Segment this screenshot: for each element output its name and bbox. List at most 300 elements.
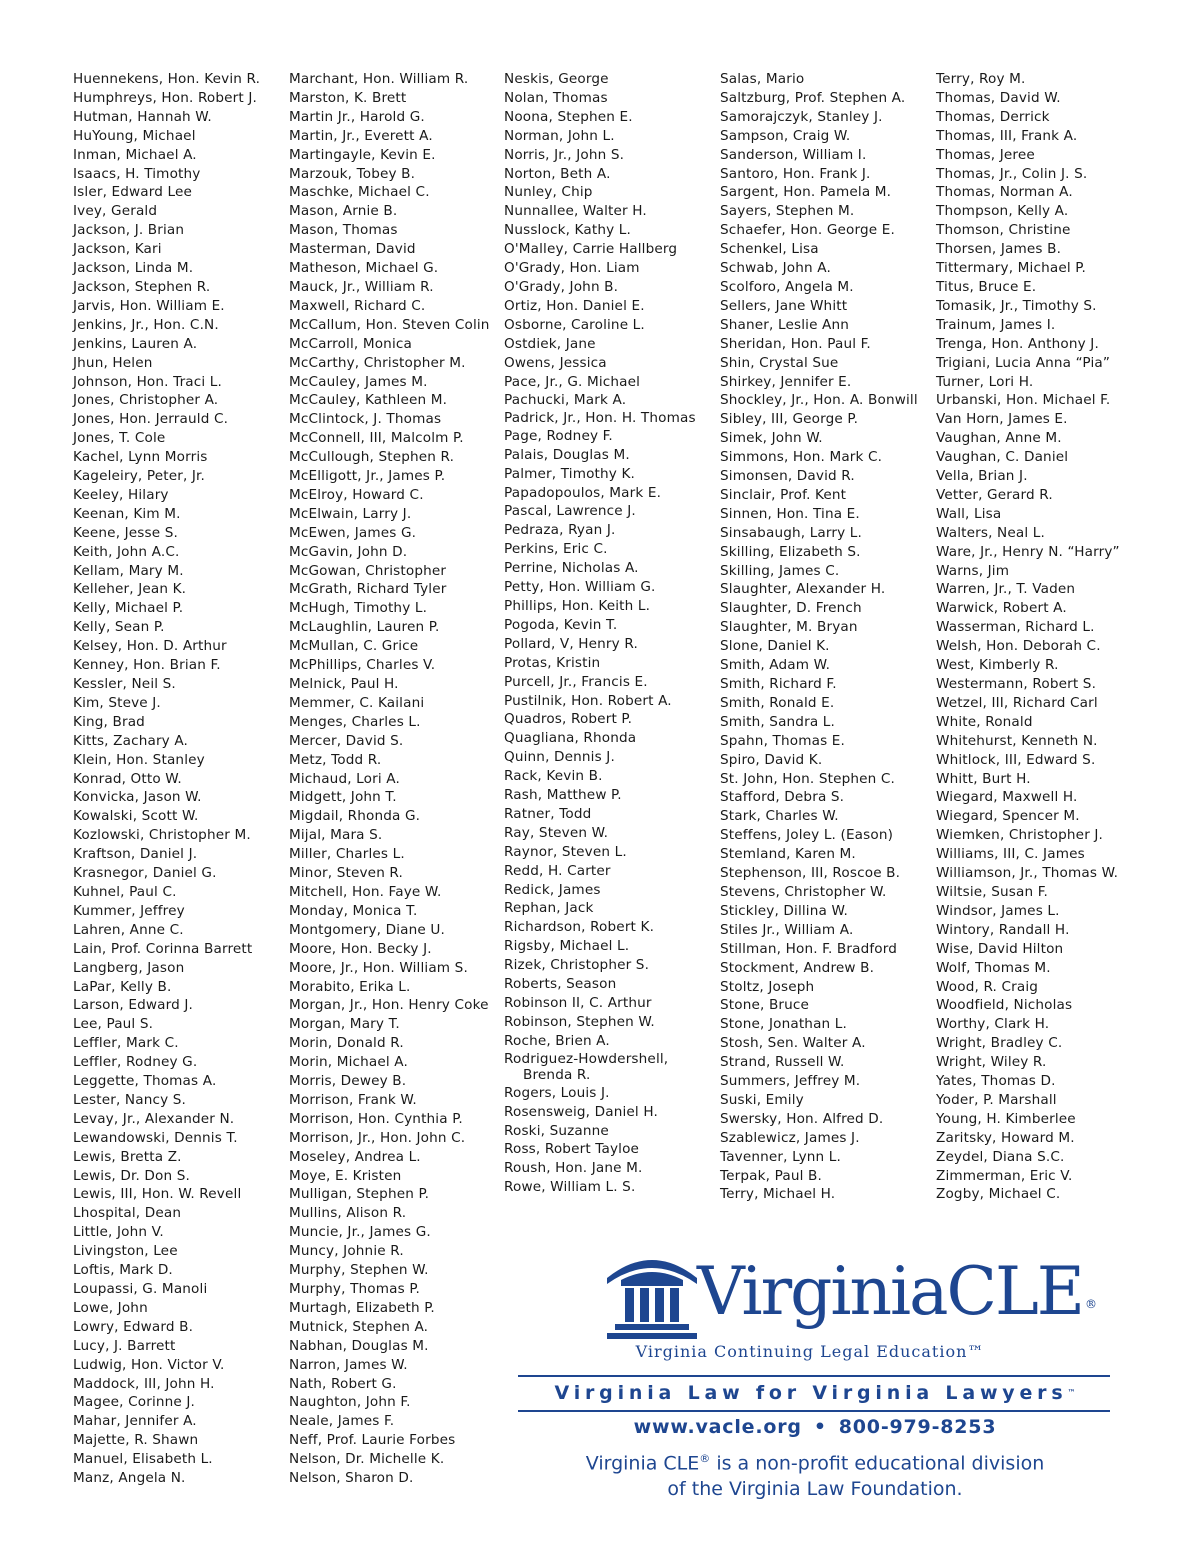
list-item: Nolan, Thomas (504, 89, 608, 106)
list-item: Wood, R. Craig (936, 978, 1039, 995)
list-item: Jones, Christopher A. (73, 392, 219, 409)
list-item: Rowe, William L. S. (504, 1179, 636, 1196)
list-item: Skilling, Elizabeth S. (720, 543, 861, 560)
list-item: Marston, K. Brett (289, 89, 407, 106)
list-item: Majette, R. Shawn (73, 1432, 199, 1449)
list-item: McCarthy, Christopher M. (289, 354, 466, 371)
list-item: Ratner, Todd (504, 805, 592, 822)
virginia-cle-wordmark: VirginiaCLE ® (697, 1253, 1095, 1330)
list-item: Mauck, Jr., William R. (289, 278, 434, 295)
organization-description: Virginia CLE® is a non-profit educational division of the Virginia Law Foundation. (585, 1452, 1045, 1501)
list-item: Scolforo, Angela M. (720, 278, 854, 295)
list-item: Whitt, Burt H. (936, 770, 1031, 787)
list-item: Isaacs, H. Timothy (73, 165, 201, 182)
list-item: Morgan, Mary T. (289, 1016, 400, 1033)
list-item: Murtagh, Elizabeth P. (289, 1299, 435, 1316)
list-item: Thomas, III, Frank A. (936, 127, 1078, 144)
tagline: Virginia Law for Virginia Lawyers™ (554, 1382, 1076, 1404)
list-item: O'Grady, John B. (504, 278, 619, 295)
list-item: Wright, Wiley R. (936, 1054, 1047, 1071)
list-item: Stickley, Dillina W. (720, 902, 848, 919)
list-item: Kessler, Neil S. (73, 676, 176, 692)
list-item: Kachel, Lynn Morris (73, 449, 208, 466)
list-item: McElligott, Jr., James P. (289, 468, 446, 485)
list-item: Tomasik, Jr., Timothy S. (936, 297, 1097, 314)
list-item: Swersky, Hon. Alfred D. (720, 1110, 884, 1127)
list-item: Samorajczyk, Stanley J. (720, 108, 883, 125)
list-item: Padrick, Jr., Hon. H. Thomas (504, 410, 696, 427)
list-item: Langberg, Jason (73, 959, 185, 976)
list-item: Robinson, Stephen W. (504, 1013, 655, 1030)
list-item: Kowalski, Scott W. (73, 808, 199, 825)
list-item: Kelsey, Hon. D. Arthur (73, 638, 227, 655)
list-item: Zimmerman, Eric V. (936, 1167, 1073, 1184)
list-item: St. John, Hon. Stephen C. (720, 770, 896, 787)
list-item: Thomas, Jr., Colin J. S. (936, 165, 1088, 182)
list-item: Kelly, Sean P. (73, 619, 165, 636)
list-item: Owens, Jessica (504, 354, 607, 371)
list-item: Sheridan, Hon. Paul F. (720, 335, 871, 352)
list-item: Jarvis, Hon. William E. (73, 297, 225, 314)
list-item: Jenkins, Lauren A. (73, 335, 198, 352)
list-item: Ortiz, Hon. Daniel E. (504, 297, 645, 314)
list-item: Muncy, Johnie R. (289, 1243, 404, 1260)
list-item: Warwick, Robert A. (936, 600, 1067, 617)
list-item: McMullan, C. Grice (289, 638, 419, 655)
list-item: Kelly, Michael P. (73, 600, 184, 617)
list-item: Wiegard, Spencer M. (936, 808, 1080, 825)
list-item: Perkins, Eric C. (504, 541, 608, 558)
list-item: Jackson, Kari (73, 241, 162, 258)
list-item: Leffler, Mark C. (73, 1035, 179, 1052)
list-item: Rash, Matthew P. (504, 787, 622, 804)
list-item: Yates, Thomas D. (936, 1073, 1056, 1090)
organization-full-name: Virginia Continuing Legal Education™ (635, 1342, 985, 1361)
list-item: Kageleiry, Peter, Jr. (73, 468, 206, 485)
list-item: Magee, Corinne J. (73, 1394, 196, 1411)
list-item: McConnell, III, Malcolm P. (289, 430, 464, 447)
list-item: Morin, Donald R. (289, 1035, 404, 1052)
list-item: Vaughan, C. Daniel (936, 449, 1069, 466)
list-item: Thomas, Derrick (936, 108, 1050, 125)
list-item: Klein, Hon. Stanley (73, 751, 205, 768)
list-item: Purcell, Jr., Francis E. (504, 673, 648, 690)
list-item: Rephan, Jack (504, 900, 594, 917)
list-item: Smith, Sandra L. (720, 713, 835, 730)
list-item: Moseley, Andrea L. (289, 1148, 421, 1165)
list-item: Rosensweig, Daniel H. (504, 1103, 658, 1120)
courthouse-columns-icon (603, 1248, 701, 1344)
list-item: Trigiani, Lucia Anna “Pia” (936, 354, 1111, 371)
list-item: Narron, James W. (289, 1356, 408, 1373)
list-item: Nabhan, Douglas M. (289, 1337, 429, 1354)
virginia-cle-logo (603, 1248, 1095, 1348)
list-item: McCauley, James M. (289, 373, 428, 390)
list-item: Stiles Jr., William A. (720, 921, 854, 938)
list-item: Lucy, J. Barrett (73, 1337, 176, 1354)
list-item: Muncie, Jr., James G. (289, 1224, 431, 1241)
list-item: McPhillips, Charles V. (289, 657, 436, 674)
list-item: Nunley, Chip (504, 184, 593, 201)
list-item: Smith, Richard F. (720, 676, 837, 692)
list-item: Welsh, Hon. Deborah C. (936, 638, 1101, 655)
list-item: Saltzburg, Prof. Stephen A. (720, 89, 906, 106)
list-item: Thomson, Christine (936, 222, 1071, 239)
list-item: Pace, Jr., G. Michael (504, 373, 641, 390)
list-item: McHugh, Timothy L. (289, 600, 428, 617)
list-item: Mullins, Alison R. (289, 1205, 407, 1222)
list-item: Norris, Jr., John S. (504, 146, 625, 163)
list-item: Ross, Robert Tayloe (504, 1141, 640, 1158)
list-item: Woodfield, Nicholas (936, 997, 1073, 1014)
list-item: Williamson, Jr., Thomas W. (936, 865, 1119, 882)
list-item: Morris, Dewey B. (289, 1073, 407, 1090)
list-item: Konvicka, Jason W. (73, 789, 202, 806)
list-item: Maddock, III, John H. (73, 1375, 215, 1392)
list-item: Kuhnel, Paul C. (73, 883, 177, 900)
list-item: Lhospital, Dean (73, 1205, 182, 1222)
list-item: Roche, Brien A. (504, 1032, 610, 1049)
list-item: Nunnallee, Walter H. (504, 203, 647, 220)
website-link[interactable]: www.vacle.org (633, 1416, 802, 1438)
list-item: Richardson, Robert K. (504, 919, 655, 936)
list-item: Keith, John A.C. (73, 543, 180, 560)
list-item: Tittermary, Michael P. (936, 260, 1086, 277)
list-item: Nelson, Sharon D. (289, 1470, 414, 1487)
list-item: Manuel, Elisabeth L. (73, 1451, 213, 1468)
name-column-1 (73, 70, 283, 1488)
list-item: Migdail, Rhonda G. (289, 808, 421, 825)
list-item: Szablewicz, James J. (720, 1129, 860, 1146)
list-item: Papadopoulos, Mark E. (504, 484, 662, 501)
list-item: Levay, Jr., Alexander N. (73, 1110, 235, 1127)
list-item: Wintory, Randall H. (936, 921, 1070, 938)
list-item: Mason, Arnie B. (289, 203, 398, 220)
list-item: Martingayle, Kevin E. (289, 146, 436, 163)
list-item: Stafford, Debra S. (720, 789, 845, 806)
list-item: Stillman, Hon. F. Bradford (720, 940, 898, 957)
list-item: Trainum, James I. (936, 316, 1056, 333)
list-item: Kitts, Zachary A. (73, 732, 189, 749)
list-item: Pollard, V, Henry R. (504, 635, 638, 652)
list-item: Santoro, Hon. Frank J. (720, 165, 871, 182)
phone-number: 800-979-8253 (838, 1416, 997, 1438)
list-item: Salas, Mario (720, 71, 805, 87)
list-item: Shin, Crystal Sue (720, 354, 839, 371)
list-item: Wiemken, Christopher J. (936, 827, 1104, 844)
list-item: Quagliana, Rhonda (504, 730, 637, 747)
list-item: Lowry, Edward B. (73, 1318, 194, 1335)
list-item: Stockment, Andrew B. (720, 959, 875, 976)
list-item: McCarroll, Monica (289, 335, 412, 352)
list-item: Pogoda, Kevin T. (504, 616, 618, 633)
list-item: Jackson, Stephen R. (73, 278, 211, 295)
list-item: Schenkel, Lisa (720, 241, 819, 258)
list-item: Keene, Jesse S. (73, 524, 179, 541)
list-item: O'Grady, Hon. Liam (504, 260, 640, 277)
list-item: Moye, E. Kristen (289, 1167, 402, 1184)
list-item: Sargent, Hon. Pamela M. (720, 184, 892, 201)
list-item: Lewis, Bretta Z. (73, 1148, 182, 1165)
list-item: Suski, Emily (720, 1091, 804, 1108)
list-item: Morabito, Erika L. (289, 978, 411, 995)
list-item: LaPar, Kelly B. (73, 978, 172, 995)
list-item: Neff, Prof. Laurie Forbes (289, 1432, 456, 1449)
list-item: Slone, Daniel K. (720, 638, 830, 655)
list-item: Yoder, P. Marshall (936, 1091, 1057, 1108)
list-item: Morin, Michael A. (289, 1054, 408, 1071)
list-item: Williams, III, C. James (936, 846, 1085, 863)
list-item: Ray, Steven W. (504, 824, 609, 841)
list-item: Titus, Bruce E. (936, 278, 1037, 295)
list-item: Redd, H. Carter (504, 862, 611, 879)
list-item: Mitchell, Hon. Faye W. (289, 883, 442, 900)
separator-dot: • (813, 1416, 827, 1438)
list-item: Westermann, Robert S. (936, 676, 1097, 692)
list-item: Terry, Roy M. (936, 71, 1026, 87)
list-item: Miller, Charles L. (289, 846, 405, 863)
list-item: Slaughter, D. French (720, 600, 862, 617)
list-item: Menges, Charles L. (289, 713, 421, 730)
list-item: Huennekens, Hon. Kevin R. (73, 71, 261, 87)
list-item: McCauley, Kathleen M. (289, 392, 448, 409)
list-item: Roski, Suzanne (504, 1122, 609, 1139)
list-item: Memmer, C. Kailani (289, 694, 425, 711)
divider-bottom (518, 1410, 1110, 1412)
list-item: McEwen, James G. (289, 524, 417, 541)
list-item: Sayers, Stephen M. (720, 203, 855, 220)
list-item: Moore, Hon. Becky J. (289, 940, 432, 957)
list-item: Turner, Lori H. (936, 373, 1034, 390)
list-item: Mutnick, Stephen A. (289, 1318, 429, 1335)
list-item: Hutman, Hannah W. (73, 108, 212, 125)
list-item: Marchant, Hon. William R. (289, 71, 469, 87)
list-item: Vetter, Gerard R. (936, 486, 1053, 503)
list-item: Young, H. Kimberlee (936, 1110, 1076, 1127)
list-item: Metz, Todd R. (289, 751, 382, 768)
list-item: Lee, Paul S. (73, 1016, 154, 1033)
list-item: Terpak, Paul B. (720, 1167, 822, 1184)
name-column-3 (504, 70, 714, 1197)
list-item: Urbanski, Hon. Michael F. (936, 392, 1111, 409)
list-item: Sinsabaugh, Larry L. (720, 524, 862, 541)
list-item: Zeydel, Diana S.C. (936, 1148, 1065, 1165)
list-item: Sellers, Jane Whitt (720, 297, 848, 314)
list-item: Loupassi, G. Manoli (73, 1281, 208, 1297)
list-item: Inman, Michael A. (73, 146, 197, 163)
list-item: Lahren, Anne C. (73, 921, 184, 938)
list-item: Neskis, George (504, 71, 609, 87)
list-item: Page, Rodney F. (504, 427, 613, 444)
list-item: Smith, Ronald E. (720, 694, 835, 711)
list-item: Thorsen, James B. (936, 241, 1062, 258)
list-item: Roush, Hon. Jane M. (504, 1160, 643, 1177)
list-item: Walters, Neal L. (936, 524, 1045, 541)
list-item: Mulligan, Stephen P. (289, 1186, 430, 1203)
list-item: Van Horn, James E. (936, 411, 1068, 428)
list-item: Vella, Brian J. (936, 468, 1028, 485)
list-item: HuYoung, Michael (73, 127, 196, 144)
list-item: Ware, Jr., Henry N. “Harry” (936, 543, 1120, 560)
list-item: White, Ronald (936, 713, 1033, 730)
list-item: Morrison, Hon. Cynthia P. (289, 1110, 463, 1127)
list-item: Norton, Beth A. (504, 165, 611, 182)
list-item: McElroy, Howard C. (289, 486, 424, 503)
list-item: Keenan, Kim M. (73, 505, 181, 522)
list-item: Spiro, David K. (720, 751, 823, 768)
list-item: Sanderson, William I. (720, 146, 867, 163)
list-item: McElwain, Larry J. (289, 505, 412, 522)
list-item: Krasnegor, Daniel G. (73, 865, 217, 882)
list-item: Thompson, Kelly A. (936, 203, 1069, 220)
list-item: Jhun, Helen (73, 354, 153, 371)
list-item: Rack, Kevin B. (504, 768, 603, 785)
list-item: Isler, Edward Lee (73, 184, 193, 201)
list-item: O'Malley, Carrie Hallberg (504, 241, 678, 258)
list-item: Wiegard, Maxwell H. (936, 789, 1078, 806)
list-item: Osborne, Caroline L. (504, 316, 645, 333)
list-item: Ostdiek, Jane (504, 335, 596, 352)
list-item: Stevens, Christopher W. (720, 883, 887, 900)
list-item: Sampson, Craig W. (720, 127, 851, 144)
list-item: Pachucki, Mark A. (504, 392, 627, 409)
list-item: Slaughter, M. Bryan (720, 619, 858, 636)
list-item: Stosh, Sen. Walter A. (720, 1035, 866, 1052)
list-item: Lester, Nancy S. (73, 1091, 187, 1108)
list-item: McClintock, J. Thomas (289, 411, 442, 428)
list-item: Worthy, Clark H. (936, 1016, 1050, 1033)
list-item: Stark, Charles W. (720, 808, 839, 825)
list-item: King, Brad (73, 713, 145, 730)
list-item: Zaritsky, Howard M. (936, 1129, 1075, 1146)
list-item: Monday, Monica T. (289, 902, 418, 919)
list-item: Protas, Kristin (504, 654, 601, 671)
list-item: Humphreys, Hon. Robert J. (73, 89, 258, 106)
list-item: Stone, Jonathan L. (720, 1016, 847, 1033)
list-item: Stone, Bruce (720, 997, 810, 1014)
list-item: Ludwig, Hon. Victor V. (73, 1356, 225, 1373)
list-item: McCallum, Hon. Steven Colin (289, 316, 490, 333)
list-item: Naughton, John F. (289, 1394, 411, 1411)
list-item: Shockley, Jr., Hon. A. Bonwill (720, 392, 918, 409)
list-item: Nath, Robert G. (289, 1375, 397, 1392)
list-item: Whitehurst, Kenneth N. (936, 732, 1098, 749)
list-item: Nelson, Dr. Michelle K. (289, 1451, 445, 1468)
list-item: Windsor, James L. (936, 902, 1060, 919)
list-item: Morrison, Frank W. (289, 1091, 417, 1108)
list-item: McGrath, Richard Tyler (289, 581, 447, 598)
list-item: Terry, Michael H. (720, 1186, 836, 1203)
list-item: Michaud, Lori A. (289, 770, 400, 787)
list-item: Slaughter, Alexander H. (720, 581, 886, 598)
list-item: Morgan, Jr., Hon. Henry Coke (289, 997, 489, 1014)
list-item: Simonsen, David R. (720, 468, 855, 485)
list-item: Larson, Edward J. (73, 997, 193, 1014)
list-item: Murphy, Thomas P. (289, 1281, 421, 1297)
name-column-5 (936, 70, 1146, 1204)
list-item: Kummer, Jeffrey (73, 902, 185, 919)
list-item: Minor, Steven R. (289, 865, 404, 882)
list-item: Quadros, Robert P. (504, 711, 633, 728)
list-item: Jackson, Linda M. (73, 260, 194, 277)
list-item: Sinclair, Prof. Kent (720, 486, 847, 503)
list-item: Simek, John W. (720, 430, 823, 447)
list-item: Schwab, John A. (720, 260, 831, 277)
list-item: Loftis, Mark D. (73, 1262, 173, 1279)
list-item: Kelleher, Jean K. (73, 581, 187, 598)
list-item: Redick, James (504, 881, 601, 898)
list-item: Mercer, David S. (289, 732, 404, 749)
list-item: Thomas, David W. (936, 89, 1061, 106)
list-item: Robinson II, C. Arthur (504, 995, 652, 1011)
list-item: Sibley, III, George P. (720, 411, 859, 428)
list-item: Vaughan, Anne M. (936, 430, 1062, 447)
list-item: Thomas, Jeree (936, 146, 1035, 163)
list-item: Norman, John L. (504, 127, 615, 144)
list-item: Wetzel, III, Richard Carl (936, 694, 1098, 711)
list-item: Kraftson, Daniel J. (73, 846, 198, 863)
list-item: Johnson, Hon. Traci L. (73, 373, 223, 390)
list-item: Melnick, Paul H. (289, 676, 399, 692)
list-item: Little, John V. (73, 1224, 164, 1241)
list-item: Perrine, Nicholas A. (504, 560, 639, 577)
list-item: Jenkins, Jr., Hon. C.N. (73, 316, 219, 333)
list-item: Pedraza, Ryan J. (504, 522, 616, 539)
list-item: Kellam, Mary M. (73, 562, 184, 579)
list-item: Maxwell, Richard C. (289, 297, 426, 314)
list-item: Noona, Stephen E. (504, 108, 633, 125)
list-item: Montgomery, Diane U. (289, 921, 445, 938)
list-item: Midgett, John T. (289, 789, 397, 806)
list-item: Mason, Thomas (289, 222, 398, 239)
list-item: Lewis, III, Hon. W. Revell (73, 1186, 242, 1203)
list-item: Jones, Hon. Jerrauld C. (73, 411, 229, 428)
list-item: West, Kimberly R. (936, 657, 1059, 674)
list-item: Jones, T. Cole (73, 430, 166, 447)
list-item: Skilling, James C. (720, 562, 840, 579)
list-item: Konrad, Otto W. (73, 770, 182, 787)
list-item: McGavin, John D. (289, 543, 408, 560)
list-item: Steffens, Joley L. (Eason) (720, 827, 894, 844)
list-item: Lewandowski, Dennis T. (73, 1129, 238, 1146)
list-item: Kim, Steve J. (73, 694, 161, 711)
list-item: Kozlowski, Christopher M. (73, 827, 251, 844)
name-column-2 (289, 70, 499, 1488)
list-item: Stephenson, III, Roscoe B. (720, 865, 901, 882)
list-item: Nusslock, Kathy L. (504, 222, 631, 239)
list-item: Shaner, Leslie Ann (720, 316, 850, 333)
list-item: Rodriguez-Howdershell, Brenda R. (504, 1050, 669, 1084)
list-item: Keeley, Hilary (73, 486, 169, 503)
list-item: Warns, Jim (936, 562, 1010, 579)
list-item: Stoltz, Joseph (720, 978, 815, 995)
list-item: Livingston, Lee (73, 1243, 178, 1260)
list-item: McCullough, Stephen R. (289, 449, 455, 466)
list-item: Shirkey, Jennifer E. (720, 373, 852, 390)
list-item: Warren, Jr., T. Vaden (936, 581, 1076, 598)
list-item: Wall, Lisa (936, 505, 1002, 522)
list-item: Lowe, John (73, 1299, 148, 1316)
list-item: Strand, Russell W. (720, 1054, 845, 1071)
contact-line (510, 1416, 1120, 1438)
list-item: Petty, Hon. William G. (504, 579, 656, 596)
list-item: Roberts, Season (504, 976, 617, 993)
list-item: Tavenner, Lynn L. (720, 1148, 841, 1165)
list-item: Whitlock, III, Edward S. (936, 751, 1096, 768)
list-item: Zogby, Michael C. (936, 1186, 1061, 1203)
list-item: Marzouk, Tobey B. (289, 165, 416, 182)
list-item: Manz, Angela N. (73, 1470, 186, 1487)
